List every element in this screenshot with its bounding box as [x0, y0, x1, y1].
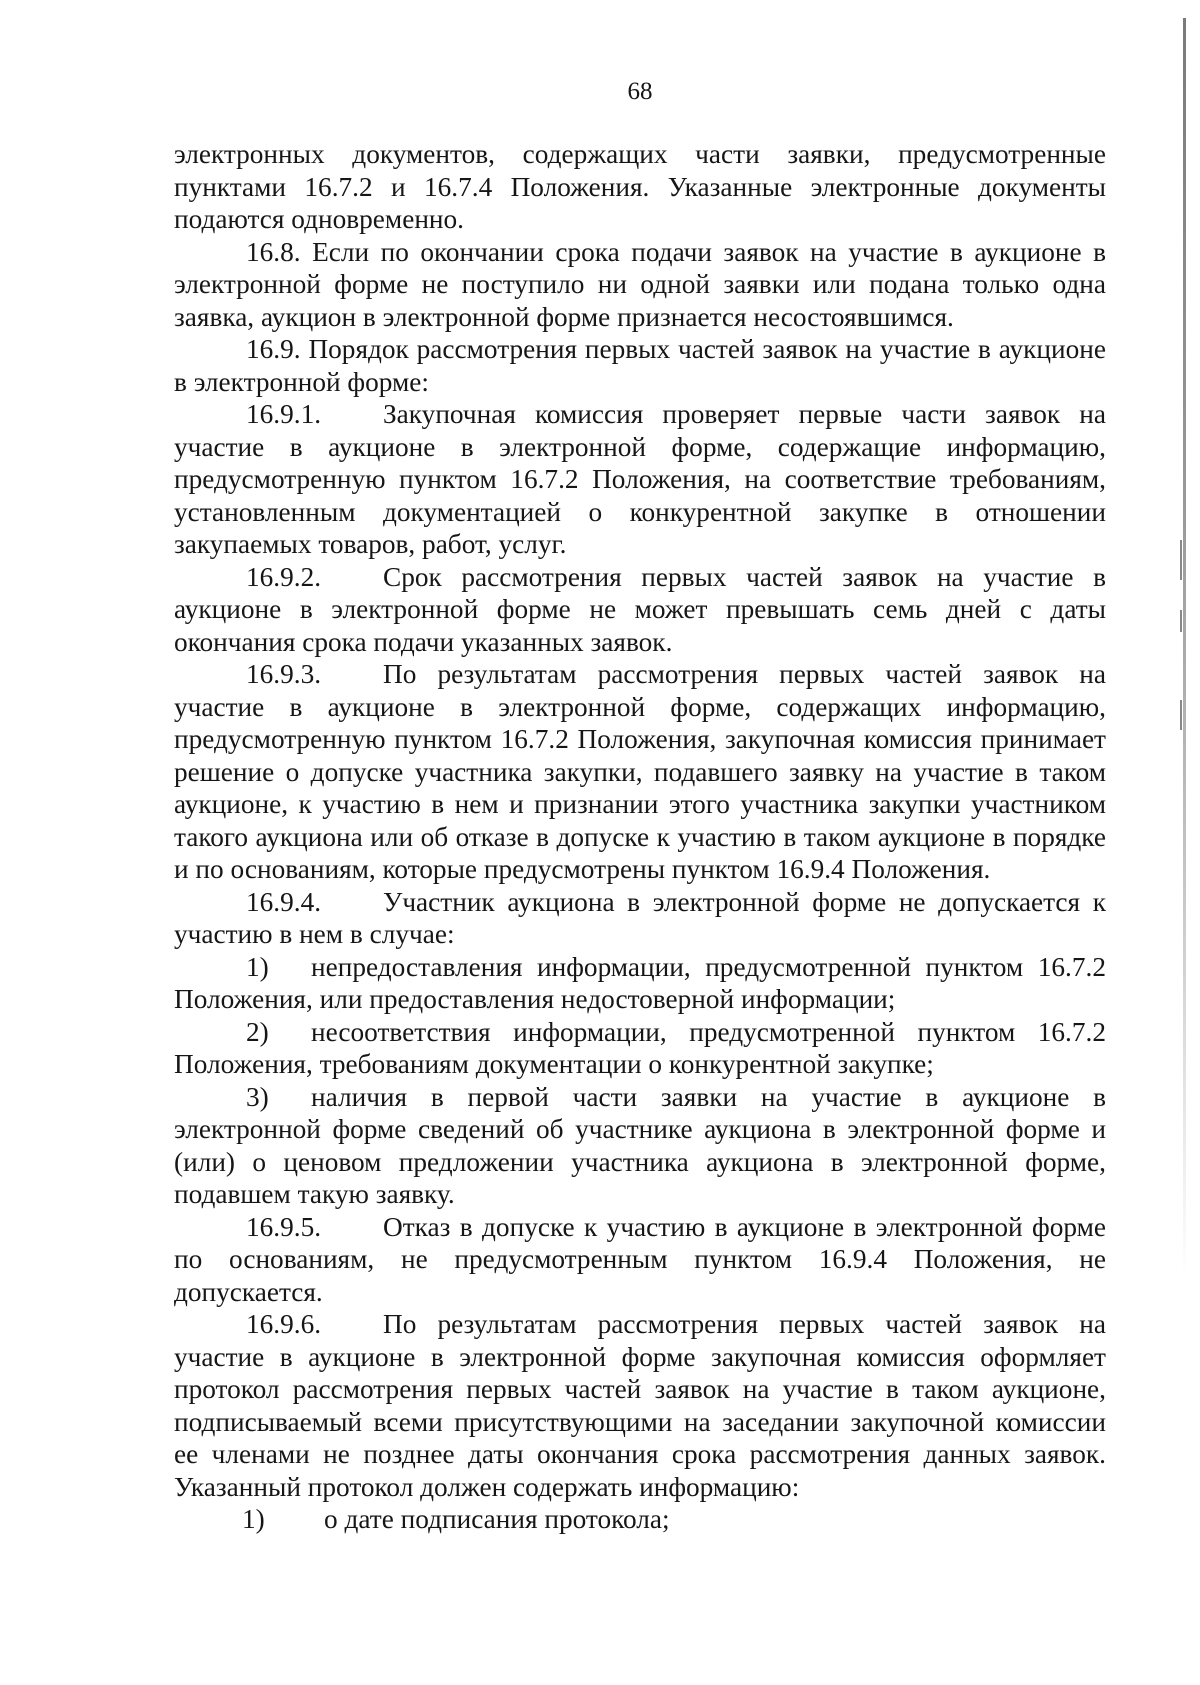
- paragraph-16-9-5: [174, 1211, 1106, 1309]
- paragraph-16-9-4: [174, 886, 1106, 951]
- clause-text: По результатам рассмотрения первых частей заявок на участие в аукционе в электронной форме, содержащих информацию, предусмотренную пунктом 16.7.2 Положения, закупочная комиссия принимает решение о допуске участника закупки, подавшего заявку на участие в таком аукционе, к участию в нем и признании этого участника закупки участником такого аукциона или об отказе в допуске к участию в таком аукционе в порядке и по основаниям, которые предусмотрены пунктом 16.9.4 Положения.: [174, 659, 1106, 884]
- paragraph-16-9-6: [174, 1308, 1106, 1503]
- list-number: 3): [246, 1081, 269, 1112]
- list-item-protocol-1: [174, 1503, 1106, 1536]
- scan-edge-line: [1183, 18, 1186, 1278]
- paragraph-16-9-3: [174, 658, 1106, 886]
- paragraph-16-8: 16.8. Если по окончании срока подачи заявок на участие в аукционе в электронной форме не поступило ни одной заявки или подана только одна заявка, аукцион в электронной форме признается несостоявшимся.: [174, 236, 1106, 332]
- list-item-2: [174, 1016, 1106, 1081]
- clause-number: 16.9.2.: [246, 561, 322, 592]
- clause-text: Отказ в допуске к участию в аукционе в электронной форме по основаниям, не предусмотренным пунктом 16.9.4 Положения, не допускается.: [174, 1211, 1106, 1307]
- list-item-3: [174, 1081, 1106, 1211]
- paragraph-16-9-1: [174, 398, 1106, 561]
- scan-edge-mark: [1180, 540, 1182, 580]
- clause-number: 16.9.1.: [246, 399, 322, 429]
- list-text: непредоставления информации, предусмотренной пунктом 16.7.2 Положения, или предоставления недостоверной информации;: [174, 951, 1106, 1014]
- page-number: 68: [627, 78, 653, 105]
- list-text: о дате подписания протокола;: [324, 1504, 670, 1534]
- list-number: 1): [246, 951, 269, 982]
- list-item-1: [174, 951, 1106, 1016]
- paragraph-continuation: электронных документов, содержащих части заявки, предусмотренные пунктами 16.7.2 и 16.7.4 Положения. Указанные электронные документы подаются одновременно.: [174, 139, 1106, 234]
- clause-number: 16.9.5.: [246, 1211, 322, 1242]
- list-number: 2): [246, 1016, 269, 1047]
- paragraph-16-9-2: [174, 561, 1106, 659]
- clause-number: 16.9.6.: [246, 1309, 322, 1339]
- list-text: наличия в первой части заявки на участие в аукционе в электронной форме сведений об участнике аукциона в электронной форме и (или) о ценовом предложении участника аукциона в электронной форме, подавшем такую заявку.: [174, 1081, 1106, 1209]
- clause-text: Закупочная комиссия проверяет первые части заявок на участие в аукционе в электронной форме, содержащие информацию, предусмотренную пунктом 16.7.2 Положения, на соответствие требованиям, установленным документацией о конкурентной закупке в отношении закупаемых товаров, работ, услуг.: [174, 399, 1106, 559]
- document-body: [174, 138, 1106, 1536]
- clause-text: Участник аукциона в электронной форме не допускается к участию в нем в случае:: [174, 886, 1106, 949]
- clause-number: 16.9.3.: [246, 659, 322, 689]
- list-number: 1): [242, 1504, 265, 1534]
- clause-number: 16.9.4.: [246, 886, 322, 917]
- clause-text: Срок рассмотрения первых частей заявок на участие в аукционе в электронной форме не может превышать семь дней с даты окончания срока подачи указанных заявок.: [174, 561, 1106, 657]
- clause-text: По результатам рассмотрения первых частей заявок на участие в аукционе в электронной форме закупочная комиссия оформляет протокол рассмотрения первых частей заявок на участие в таком аукционе, подписываемый всеми присутствующими на заседании закупочной комиссии ее членами не позднее даты окончания срока рассмотрения данных заявок. Указанный протокол должен содержать информацию:: [174, 1309, 1106, 1502]
- scan-edge-mark: [1180, 700, 1182, 730]
- paragraph-16-9: 16.9. Порядок рассмотрения первых частей заявок на участие в аукционе в электронной форме:: [174, 334, 1106, 397]
- list-text: несоответствия информации, предусмотренной пунктом 16.7.2 Положения, требованиям документации о конкурентной закупке;: [174, 1016, 1106, 1079]
- scan-edge-mark: [1180, 610, 1182, 632]
